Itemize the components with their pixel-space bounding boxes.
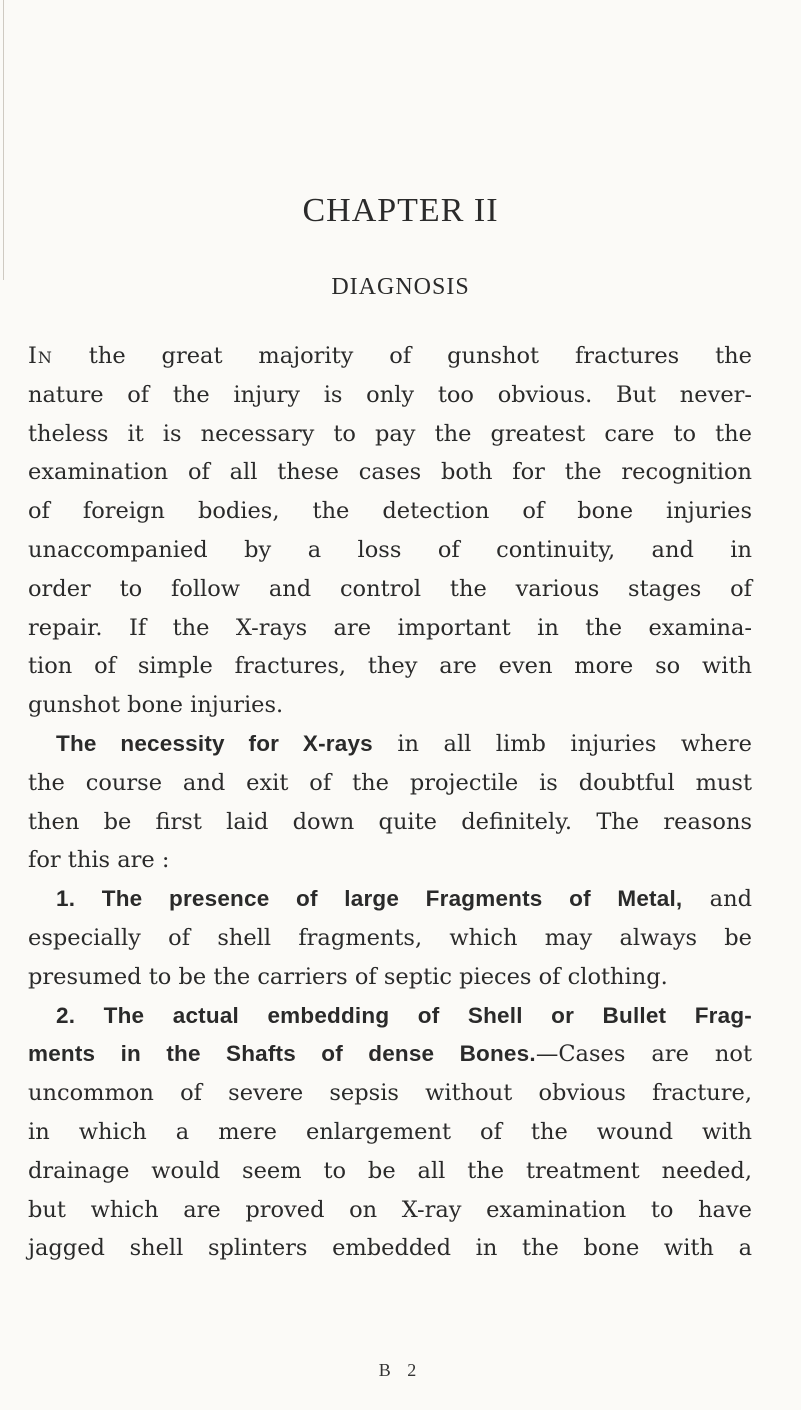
text-line — [28, 725, 752, 764]
text-run: unaccompanied by a loss of continuity, and in — [28, 536, 752, 563]
text-line — [28, 376, 752, 415]
text-line — [28, 1191, 752, 1230]
text-line — [28, 492, 752, 531]
text-line — [28, 1074, 752, 1113]
signature-mark: B 2 — [378, 1360, 423, 1380]
text-line — [28, 453, 752, 492]
text-run: —Cases are not — [535, 1041, 752, 1068]
text-line — [28, 958, 752, 997]
text-run: presumed to be the carriers of septic pieces of clothing. — [28, 963, 668, 990]
text-run: then be first laid down quite definitely. The reasons — [28, 808, 752, 835]
run-in-heading: The necessity for X-rays — [56, 730, 373, 756]
text-run: the great majority of gunshot fractures the — [52, 343, 752, 369]
text-line — [28, 803, 752, 842]
text-run: the course and exit of the projectile is doubtful must — [28, 769, 752, 796]
text-run: but which are proved on X-ray examination to have — [28, 1196, 752, 1223]
text-run: and — [682, 886, 752, 913]
text-run: in which a mere enlargement of the wound with — [28, 1118, 752, 1145]
text-line — [28, 841, 752, 880]
text-line — [28, 919, 752, 958]
text-run: in all limb injuries where — [372, 730, 752, 757]
text-line — [28, 1152, 752, 1191]
text-line — [28, 647, 752, 686]
text-line — [28, 997, 752, 1036]
text-line — [28, 531, 752, 570]
run-in-heading: 2. The actual embedding of Shell or Bullet Frag- — [56, 1002, 752, 1028]
text-run: repair. If the X-rays are important in the examina- — [28, 614, 752, 641]
page-edge-shadow — [3, 0, 4, 280]
text-run: especially of shell fragments, which may always be — [28, 924, 752, 951]
text-run: theless it is necessary to pay the greatest care to the — [28, 420, 752, 447]
text-run: of foreign bodies, the detection of bone injuries — [28, 498, 752, 525]
text-run: examination of all these cases both for the recognition — [28, 459, 752, 486]
run-in-heading: ments in the Shafts of dense Bones. — [28, 1041, 536, 1067]
text-line — [28, 880, 752, 919]
text-run: jagged shell splinters embedded in the bone with a — [28, 1235, 752, 1262]
text-line — [28, 570, 752, 609]
chapter-heading: CHAPTER II — [302, 192, 499, 229]
text-line — [28, 1113, 752, 1152]
text-line — [28, 686, 752, 725]
text-run: gunshot bone injuries. — [28, 692, 284, 719]
run-in-heading: 1. The presence of large Fragments of Metal, — [56, 886, 683, 912]
text-run: tion of simple fractures, they are even more so with — [28, 653, 752, 680]
text-run: for this are : — [28, 847, 170, 874]
text-line — [28, 1229, 752, 1268]
text-line — [28, 1035, 752, 1074]
section-title: DIAGNOSIS — [331, 274, 470, 300]
text-run: nature of the injury is only too obvious. But never- — [28, 381, 752, 408]
text-line — [28, 609, 752, 648]
text-run: drainage would seem to be all the treatment needed, — [28, 1157, 752, 1184]
text-line — [28, 415, 752, 454]
drop-word: In — [28, 343, 53, 369]
text-line — [28, 337, 752, 376]
text-line — [28, 764, 752, 803]
body-paragraphs — [28, 337, 752, 1268]
text-run: uncommon of severe sepsis without obvious fracture, — [28, 1080, 752, 1107]
text-run: order to follow and control the various stages of — [28, 575, 752, 602]
